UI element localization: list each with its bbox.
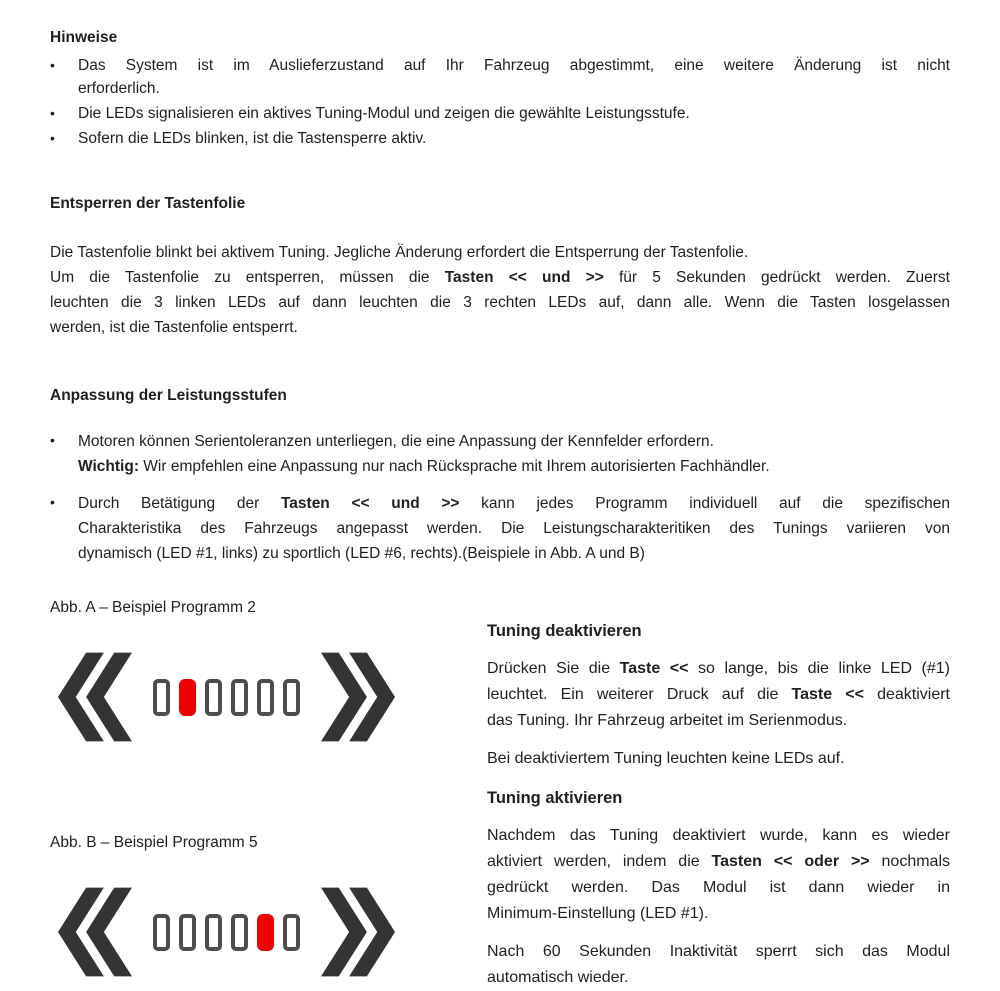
section-title-anpassung: Anpassung der Leistungsstufen (50, 387, 287, 404)
text-line (50, 265, 950, 290)
text-run: Um die Tastenfolie zu entsperren, müssen die (50, 269, 445, 286)
list-item-text: Die LEDs signalisieren ein aktives Tuning-Modul und zeigen die gewählte Leistungsstufe. (78, 105, 690, 122)
text-run: Durch Betätigung der (78, 495, 281, 512)
list-item-text (78, 491, 950, 566)
text-line: Nach 60 Sekunden Inaktivität sperrt sich das Modul (487, 943, 950, 960)
led-indicator-active (257, 914, 274, 951)
led-indicator (231, 914, 248, 951)
text-line: Charakteristika des Fahrzeugs angepasst werden. Die Leistungscharakteritiken des Tunings variieren von (78, 520, 950, 537)
led-indicator (153, 914, 170, 951)
paragraph (487, 823, 950, 927)
led-indicator (283, 679, 300, 716)
text-line (487, 682, 950, 708)
text-line (78, 491, 950, 516)
list-item (50, 491, 950, 566)
list-item (50, 102, 950, 125)
section-title-tuning-deaktivieren: Tuning deaktivieren (487, 622, 642, 640)
text-run: deaktiviert (863, 686, 950, 703)
text-line: werden, ist die Tastenfolie entsperrt. (50, 319, 298, 336)
text-line: automatisch wieder. (487, 969, 629, 986)
bold-text-run: Taste << (619, 660, 689, 677)
text-run: aktiviert werden, indem die (487, 853, 712, 870)
led-indicator (179, 914, 196, 951)
bold-text-run: Tasten << und >> (444, 269, 604, 286)
hinweise-bullet-list (50, 54, 950, 150)
text-run: nochmals (869, 853, 951, 870)
text-line: das Tuning. Ihr Fahrzeug arbeitet im Serienmodus. (487, 712, 848, 729)
text-line: leuchten die 3 linken LEDs auf dann leuchten die 3 rechten LEDs auf, dann alle. Wenn die Tasten losgelassen (50, 294, 950, 311)
paragraph (487, 939, 950, 991)
text-run: für 5 Sekunden gedrückt werden. Zuerst (603, 269, 950, 286)
examples-section (50, 592, 950, 991)
figure-a-label: Abb. A – Beispiel Programm 2 (50, 599, 256, 616)
paragraph: Die Tastenfolie blinkt bei aktivem Tuning. Jegliche Änderung erfordert die Entsperrung der Tastenfolie. (50, 244, 749, 261)
bold-text-run: Tasten << und >> (280, 495, 460, 512)
double-chevron-left-icon (58, 651, 132, 743)
text-line: Nachdem das Tuning deaktiviert wurde, kann es wieder (487, 827, 950, 844)
led-indicator (283, 914, 300, 951)
text-run: so lange, bis die linke LED (#1) (688, 660, 951, 677)
text-line: Minimum-Einstellung (LED #1). (487, 905, 709, 922)
led-indicator (205, 914, 222, 951)
paragraph: Bei deaktiviertem Tuning leuchten keine LEDs auf. (487, 750, 845, 767)
section-title-hinweise: Hinweise (50, 29, 118, 46)
led-indicator-active (179, 679, 196, 716)
text-line: erforderlich. (78, 80, 160, 97)
led-indicator (205, 679, 222, 716)
instructions-column (487, 592, 950, 991)
double-chevron-right-icon (321, 886, 395, 978)
text-line (487, 849, 950, 875)
list-item-text (78, 54, 950, 100)
anpassung-bullet-list (50, 429, 950, 566)
text-run: kann jedes Programm individuell auf die spezifischen (459, 495, 950, 512)
list-item (50, 127, 950, 150)
section-title-entsperren: Entsperren der Tastenfolie (50, 195, 246, 212)
figures-column (50, 592, 487, 991)
double-chevron-left-icon (58, 886, 132, 978)
text-line: gedrückt werden. Das Modul ist dann wieder in (487, 879, 950, 896)
text-run: Drücken Sie die (487, 660, 620, 677)
bullet-marker: • (50, 57, 55, 73)
list-item-text: Sofern die LEDs blinken, ist die Tastensperre aktiv. (78, 130, 427, 147)
paragraph (50, 265, 950, 340)
led-row (153, 679, 300, 716)
bullet-marker: • (50, 130, 55, 146)
bullet-marker: • (50, 432, 55, 448)
text-line (487, 656, 950, 682)
paragraph (487, 656, 950, 734)
led-indicator (153, 679, 170, 716)
text-run: Wir empfehlen eine Anpassung nur nach Rücksprache mit Ihrem autorisierten Fachhändler. (139, 458, 770, 475)
list-item (50, 429, 950, 479)
figure-a-led-display (58, 651, 487, 743)
led-indicator (231, 679, 248, 716)
led-indicator (257, 679, 274, 716)
bullet-marker: • (50, 105, 55, 121)
section-title-tuning-aktivieren: Tuning aktivieren (487, 789, 623, 807)
led-row (153, 914, 300, 951)
bold-text-run: Tasten << oder >> (711, 853, 870, 870)
bullet-marker: • (50, 494, 55, 510)
double-chevron-right-icon (321, 651, 395, 743)
text-line (78, 454, 950, 479)
figure-b-led-display (58, 886, 487, 978)
text-line: dynamisch (LED #1, links) zu sportlich (LED #6, rechts).(Beispiele in Abb. A und B) (78, 545, 645, 562)
list-item-text (78, 429, 950, 479)
bold-text-run: Taste << (791, 686, 864, 703)
text-run: leuchtet. Ein weiterer Druck auf die (487, 686, 792, 703)
list-item (50, 54, 950, 100)
text-line: Motoren können Serientoleranzen unterliegen, die eine Anpassung der Kennfelder erfordern. (78, 433, 714, 450)
bold-text-run: Wichtig: (78, 458, 139, 475)
text-line: Das System ist im Auslieferzustand auf Ihr Fahrzeug abgestimmt, eine weitere Änderung ist nicht (78, 57, 950, 74)
figure-b-label: Abb. B – Beispiel Programm 5 (50, 834, 258, 851)
